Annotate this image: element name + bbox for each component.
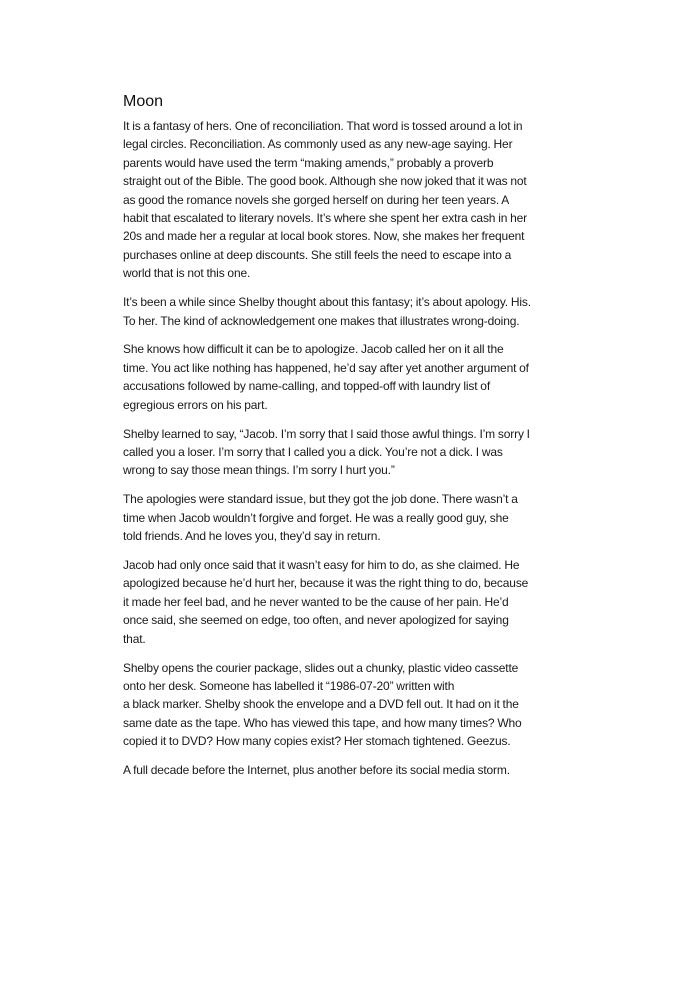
text-line: Jacob had only once said that it wasn’t easy for him to do, as she claimed. He <box>123 558 520 573</box>
paragraph <box>123 117 569 283</box>
text-line: A full decade before the Internet, plus another before its social media storm. <box>123 763 510 778</box>
text-line: a black marker. Shelby shook the envelope and a DVD fell out. It had on it the <box>123 697 519 712</box>
text-line: The apologies were standard issue, but they got the job done. There wasn’t a <box>123 492 518 507</box>
paragraph <box>123 659 569 751</box>
text-line: time when Jacob wouldn’t forgive and forget. He was a really good guy, she <box>123 510 509 525</box>
text-line: time. You act like nothing has happened, he’d say after yet another argument of <box>123 360 529 375</box>
text-line: Shelby opens the courier package, slides out a chunky, plastic video cassette <box>123 660 519 675</box>
text-line: same date as the tape. Who has viewed this tape, and how many times? Who <box>123 715 522 730</box>
text-line: that. <box>123 631 146 646</box>
text-line: It is a fantasy of hers. One of reconciliation. That word is tossed around a lot in <box>123 119 523 133</box>
text-line: told friends. And he loves you, they’d say in return. <box>123 529 381 544</box>
text-line: it made her feel bad, and he never wanted to be the cause of her pain. He’d <box>123 594 509 609</box>
paragraph <box>123 425 569 480</box>
page-title: Moon <box>123 93 164 110</box>
text-line: accusations followed by name-calling, and topped-off with laundry list of <box>123 379 491 394</box>
text-line: called you a loser. I’m sorry that I called you a dick. You’re not a dick. I was <box>123 445 503 459</box>
text-line: legal circles. Reconciliation. As commonly used as any new-age saying. Her <box>123 137 513 152</box>
paragraph <box>123 556 569 648</box>
text-line: world that is not this one. <box>123 266 251 281</box>
paragraph <box>123 761 569 779</box>
text-line: Shelby learned to say, “Jacob. I’m sorry that I said those awful things. I’m sorry I <box>123 426 530 441</box>
paragraph <box>123 340 569 414</box>
text-line: straight out of the Bible. The good book. Although she now joked that it was not <box>123 174 527 189</box>
text-line: copied it to DVD? How many copies exist? Her stomach tightened. Geezus. <box>123 734 511 749</box>
text-line: 20s and made her a regular at local book stores. Now, she makes her frequent <box>123 229 525 244</box>
text-line: parents would have used the term “making amends,” probably a proverb <box>123 155 494 170</box>
text-line: habit that escalated to literary novels. It’s where she spent her extra cash in her <box>123 211 528 226</box>
text-line: egregious errors on his part. <box>123 397 268 412</box>
text-line: wrong to say those mean things. I’m sorry I hurt you.” <box>123 463 395 478</box>
text-line: onto her desk. Someone has labelled it “1986-07-20” written with <box>123 678 455 693</box>
text-line: To her. The kind of acknowledgement one makes that illustrates wrong-doing. <box>123 313 520 328</box>
paragraph <box>123 293 569 330</box>
text-line: It’s been a while since Shelby thought about this fantasy; it’s about apology. His. <box>123 295 531 310</box>
text-line: apologized because he’d hurt her, because it was the right thing to do, because <box>123 576 529 591</box>
text-line: She knows how difficult it can be to apologize. Jacob called her on it all the <box>123 342 504 357</box>
paragraph <box>123 490 569 545</box>
text-line: purchases online at deep discounts. She still feels the need to escape into a <box>123 247 512 262</box>
text-line: once said, she seemed on edge, too often, and never apologized for saying <box>123 613 509 628</box>
body-text <box>123 117 569 780</box>
document-page <box>123 92 569 790</box>
text-line: as good the romance novels she gorged herself on during her teen years. A <box>123 192 510 207</box>
